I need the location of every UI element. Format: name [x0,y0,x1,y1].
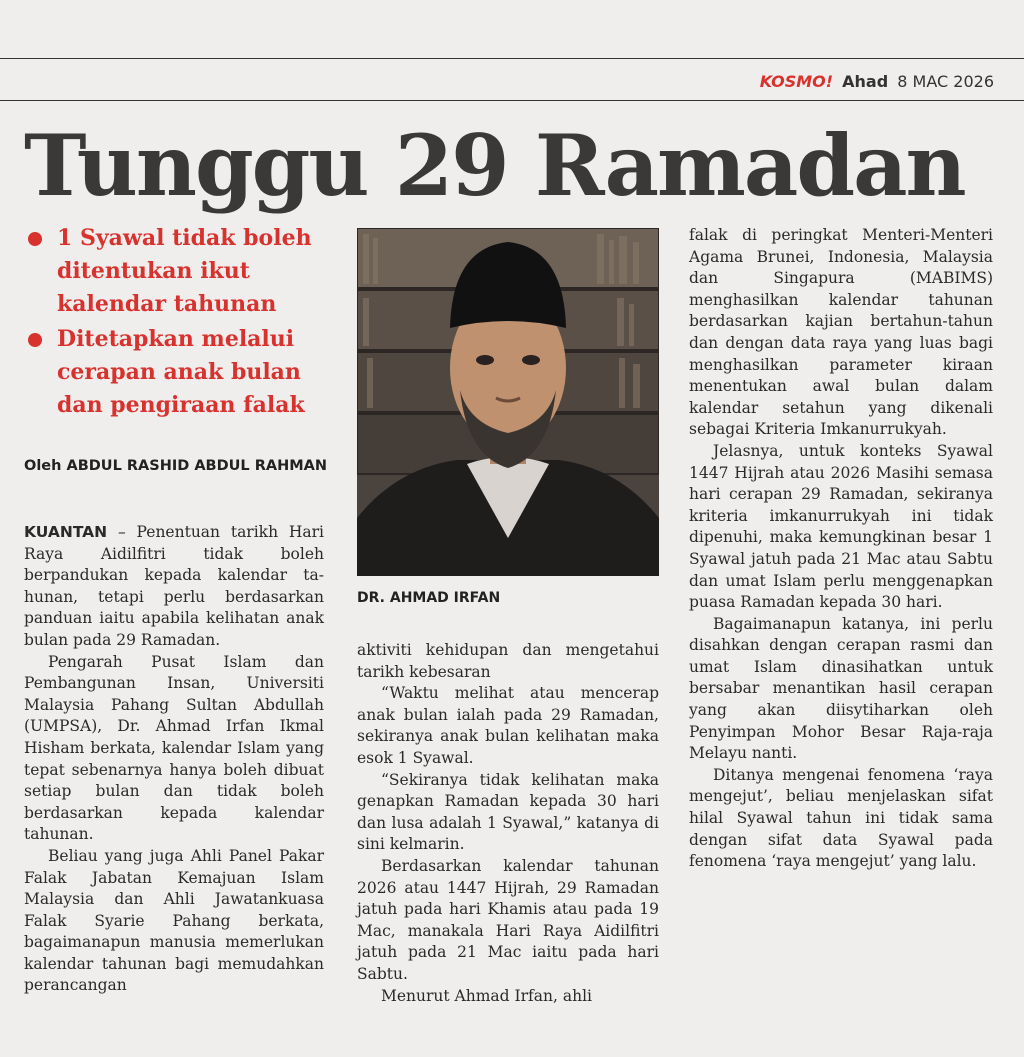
article-paragraph [24,522,324,652]
page-masthead [760,72,994,91]
paragraph-text: – Penentuan tarikh Hari Raya Aidilfitri tidak boleh berpandukan kepada kalendar tahunan, tetapi perlu berdasarkan panduan iaitu apabila kelihatan anak bulan pada 29 Ramadan. [24,523,324,649]
article-paragraph: Beliau yang juga Ahli Panel Pakar Falak Jabatan Kemajuan Islam Malaysia dan Ahli Jawatankuasa Falak Syarie Pahang berkata, bagaimanapun manusia memerlukan kalendar tahunan bagi memudahkan perancangan [24,846,324,995]
article-paragraph: “Sekiranya tidak kelihatan maka genapkan Ramadan kepada 30 hari dan lusa adalah 1 Syawal,” katanya di sini kelmarin. [357,770,659,854]
highlight-text: 1 Syawal tidak boleh ditentukan ikut kalendar tahunan [57,225,312,317]
issue-day: Ahad [842,72,889,91]
article-paragraph: falak di peringkat Menteri-Menteri Agama Brunei, Indonesia, Malaysia dan Singapura (MABIMS) menghasilkan kalendar tahunan berdasarkan kajian bertahun-tahun dan dengan data raya yang luas bagi menghasilkan parameter kiraan menentukan awal bulan dalam kalendar setahun yang dikenali sebagai Kriteria Imkanurrukyah. [689,226,993,439]
portrait-illustration [357,228,659,576]
article-paragraph: aktiviti kehidupan dan mengetahui tarikh kebesaran [357,641,659,681]
bullet-icon [28,232,42,246]
headline: Tunggu 29 Ramadan [24,116,965,215]
highlight-text: Ditetapkan melalui cerapan anak bulan dan pengiraan falak [57,326,305,418]
article-paragraph: Menurut Ahmad Irfan, ahli [381,986,593,1005]
article-column-1 [24,522,324,997]
article-paragraph: Bagaimanapun katanya, ini perlu disahkan dengan cerapan rasmi dan umat Islam dinasihatkan untuk bersabar menantikan hasil cerapan yang akan diisytiharkan oleh Penyimpan Mohor Besar Raja-raja Melayu nanti. [689,614,993,763]
article-paragraph: “Waktu melihat atau mencerap anak bulan ialah pada 29 Ramadan, sekiranya anak bulan kelihatan maka esok 1 Syawal. [357,684,659,767]
issue-date: 8 MAC 2026 [897,72,994,91]
portrait-photo [357,228,659,576]
newspaper-brand: KOSMO! [759,72,834,91]
dateline: KUANTAN [24,523,108,541]
article-column-2 [357,640,659,1007]
highlight-item [24,222,334,321]
highlights-list [24,222,334,424]
article-paragraph: Berdasarkan kalendar tahunan 2026 atau 1447 Hijrah, 29 Ramadan jatuh pada hari Khamis atau pada 19 Mac, manakala Hari Raya Aidilfitri jatuh pada 21 Mac iaitu pada hari Sabtu. [357,856,659,983]
highlight-item [24,323,334,422]
bullet-icon [28,333,42,347]
article-paragraph: Ditanya mengenai fenomena ‘raya mengejut’, beliau menjelaskan sifat hilal Syawal tahun ini tidak sama dengan sifat data Syawal pada fenomena ‘raya mengejut’ yang lalu. [689,765,993,871]
top-rule [0,58,1024,59]
article-paragraph: Jelasnya, untuk konteks Syawal 1447 Hijrah atau 2026 Masihi semasa hari cerapan 29 Ramadan, sekiranya kriteria imkanurrukyah ini tidak dipenuhi, maka kemungkinan besar 1 Syawal jatuh pada 21 Mac atau Sabtu dan umat Islam perlu menggenapkan puasa Ramadan kepada 30 hari. [689,441,993,612]
article-column-3 [689,225,993,873]
article-paragraph: Pengarah Pusat Islam dan Pembangunan Insan, Universiti Malaysia Pahang Sultan Abdullah (UMPSA), Dr. Ahmad Irfan Ikmal Hisham berkata, kalendar Islam yang tepat sebenarnya hanya boleh dibuat setiap bulan dan tidak boleh berdasarkan kepada kalendar tahunan. [24,652,324,844]
masthead-rule [0,100,1024,101]
byline: Oleh ABDUL RASHID ABDUL RAHMAN [24,458,327,474]
photo-caption: DR. AHMAD IRFAN [357,590,501,606]
